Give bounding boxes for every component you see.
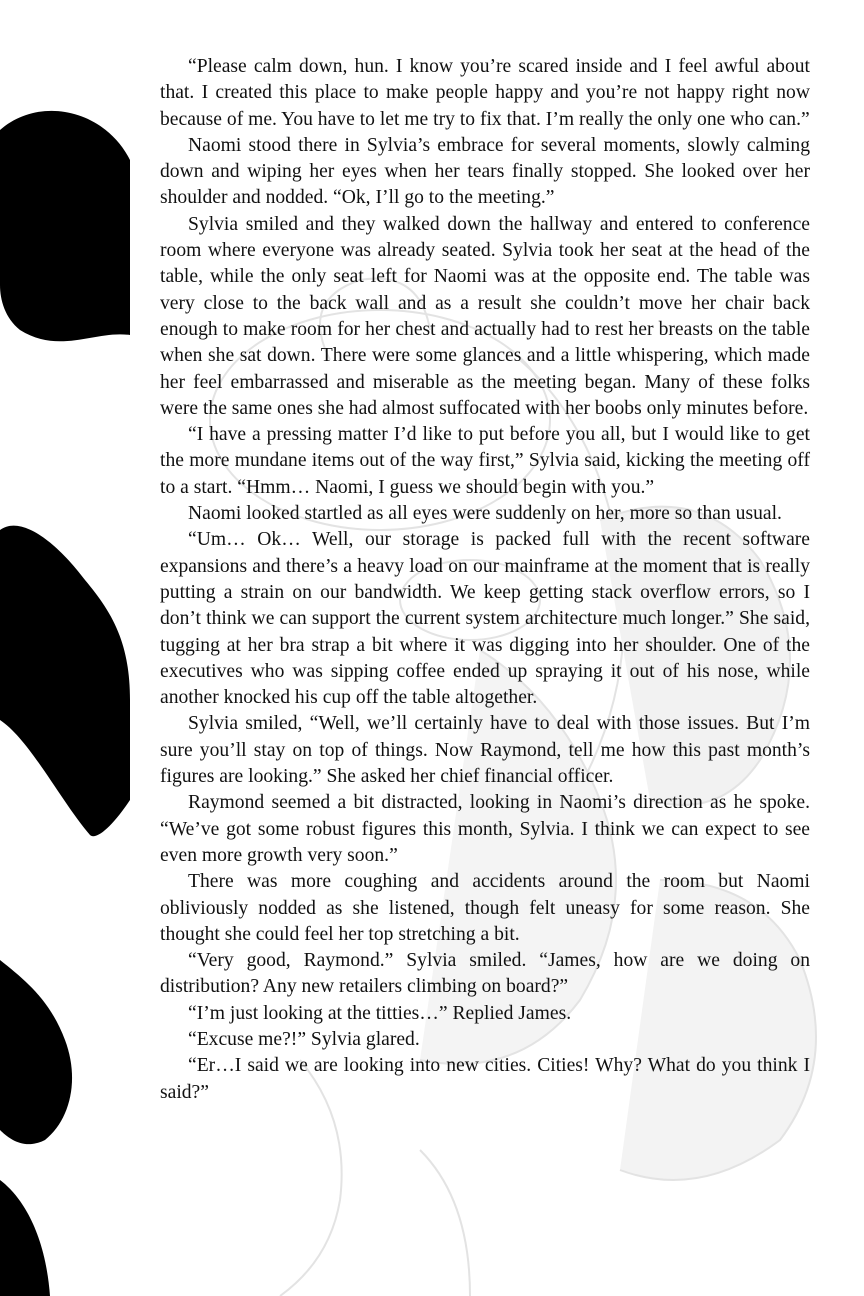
paragraph: “Excuse me?!” Sylvia glared. [188,1028,420,1050]
paragraph: “Er…I said we are looking into new cities. Cities! Why? What do you think I said?” [160,1055,810,1103]
paragraph: Raymond seemed a bit distracted, looking in Naomi’s direction as he spoke. “We’ve got some robust figures this month, Sylvia. I think we can expect to see even more growth very soon.” [160,792,810,866]
paragraph: Naomi looked startled as all eyes were suddenly on her, more so than usual. [188,503,782,525]
paragraph: “Please calm down, hun. I know you’re scared inside and I feel awful about that. I created this place to make people happy and you’re not happy right now because of me. You have to let me try to fix that. I’m really the only one who can.” [160,56,810,130]
story-text [160,54,810,1106]
cow-spot [0,1180,50,1296]
paragraph: Naomi stood there in Sylvia’s embrace for several moments, slowly calming down and wiping her eyes when her tears finally stopped. She looked over her shoulder and nodded. “Ok, I’ll go to the meeting.” [160,134,810,209]
cow-spot [0,960,72,1144]
paragraph: Sylvia smiled and they walked down the hallway and entered to conference room where everyone was already seated. Sylvia took her seat at the head of the table, while the only seat left for Naomi was at the opposite end. The table was very close to the back wall and as a result she couldn’t move her chair back enough to make room for her chest and actually had to rest her breasts on the table when she sat down. There were some glances and a little whispering, which made her feel embarrassed and miserable as the meeting began. Many of these folks were the same ones she had almost suffocated with her boobs only minutes before. [160,213,810,419]
cow-spot [0,526,130,837]
paragraph: There was more coughing and accidents around the room but Naomi obliviously nodded as she listened, though felt uneasy for some reason. She thought she could feel her top stretching a bit. [160,871,810,945]
paragraph: “Um… Ok… Well, our storage is packed full with the recent software expansions and there’s a heavy load on our mainframe at the moment that is really putting a strain on our bandwidth. We keep getting stack overflow errors, so I don’t think we can support the current system architecture much longer.” She said, tugging at her bra strap a bit where it was digging into her shoulder. One of the executives who was sipping coffee ended up spraying it out of his nose, while another knocked his cup off the table altogether. [160,529,810,709]
paragraph: “I’m just looking at the titties…” Replied James. [188,1002,572,1024]
cow-spots [0,111,130,1296]
paragraph: “Very good, Raymond.” Sylvia smiled. “James, how are we doing on distribution? Any new retailers climbing on board?” [160,950,810,998]
paragraph: Sylvia smiled, “Well, we’ll certainly have to deal with those issues. But I’m sure you’ll stay on top of things. Now Raymond, tell me how this past month’s figures are looking.” She asked her chief financial officer. [160,713,810,788]
paragraph: “I have a pressing matter I’d like to put before you all, but I would like to get the more mundane items out of the way first,” Sylvia said, kicking the meeting off to a start. “Hmm… Naomi, I guess we should begin with you.” [160,424,810,498]
cow-spot [0,111,130,341]
